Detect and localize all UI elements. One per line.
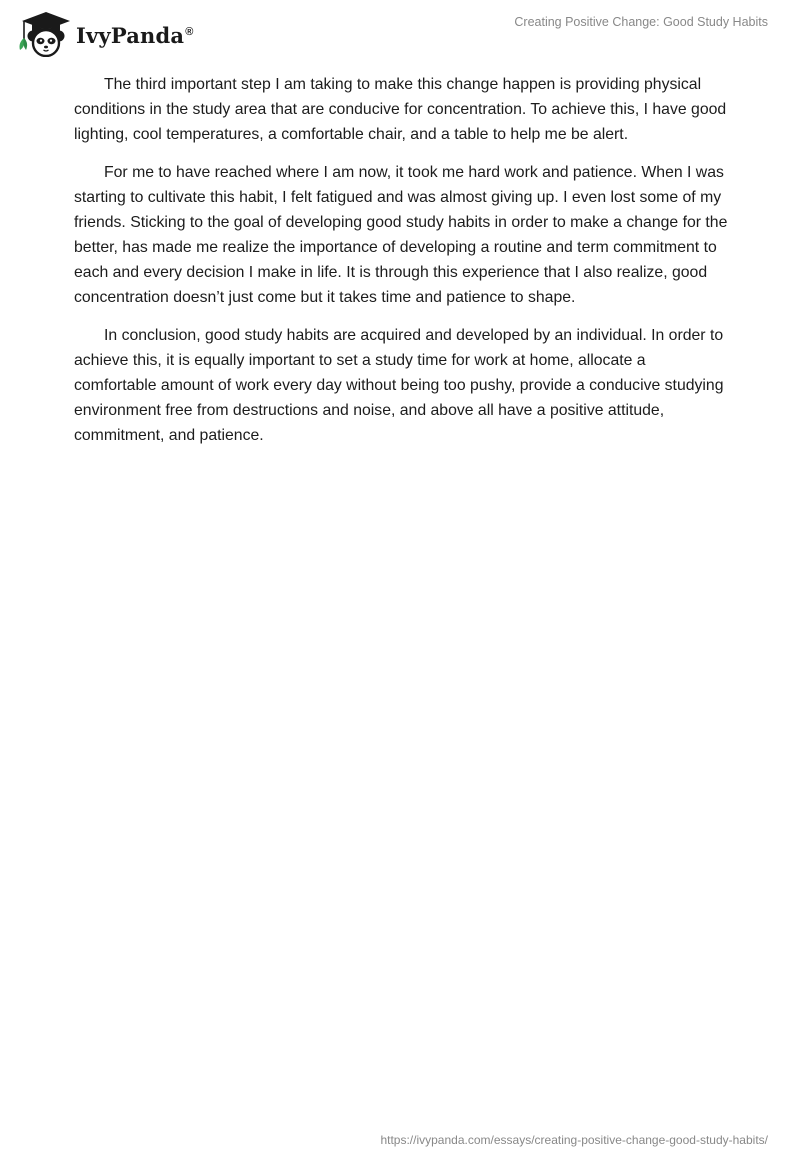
paragraph: In conclusion, good study habits are acquired and developed by an individual. In order to achieve this, it is equally important to set a study time for work at home, allocate a comfortable amount of work every day without being too pushy, provide a conducive studying environment free from destructions and noise, and above all have a positive attitude, commitment, and patience.	[74, 327, 724, 444]
page-header	[0, 0, 800, 70]
source-url[interactable]: https://ivypanda.com/essays/creating-positive-change-good-study-habits/	[380, 1133, 768, 1147]
ivypanda-logo[interactable]	[14, 9, 194, 57]
paragraph: For me to have reached where I am now, it took me hard work and patience. When I was starting to cultivate this habit, I felt fatigued and was almost giving up. I even lost some of my friends. Sticking to the goal of developing good study habits in order to make a change for the better, has made me realize the importance of developing a routine and term commitment to each and every decision I make in life. It is through this experience that I also realize, good concentration doesn’t just come but it takes time and patience to shape.	[74, 164, 728, 306]
registered-mark: ®	[185, 25, 194, 38]
essay-body	[74, 72, 730, 461]
running-title: Creating Positive Change: Good Study Habits	[514, 15, 768, 29]
panda-graduate-icon	[14, 9, 74, 57]
logo-wordmark	[76, 23, 194, 48]
paragraph: The third important step I am taking to make this change happen is providing physical conditions in the study area that are conducive for concentration. To achieve this, I have good lighting, cool temperatures, a comfortable chair, and a table to help me be alert.	[74, 76, 727, 143]
logo-text: IvyPanda	[76, 22, 185, 48]
